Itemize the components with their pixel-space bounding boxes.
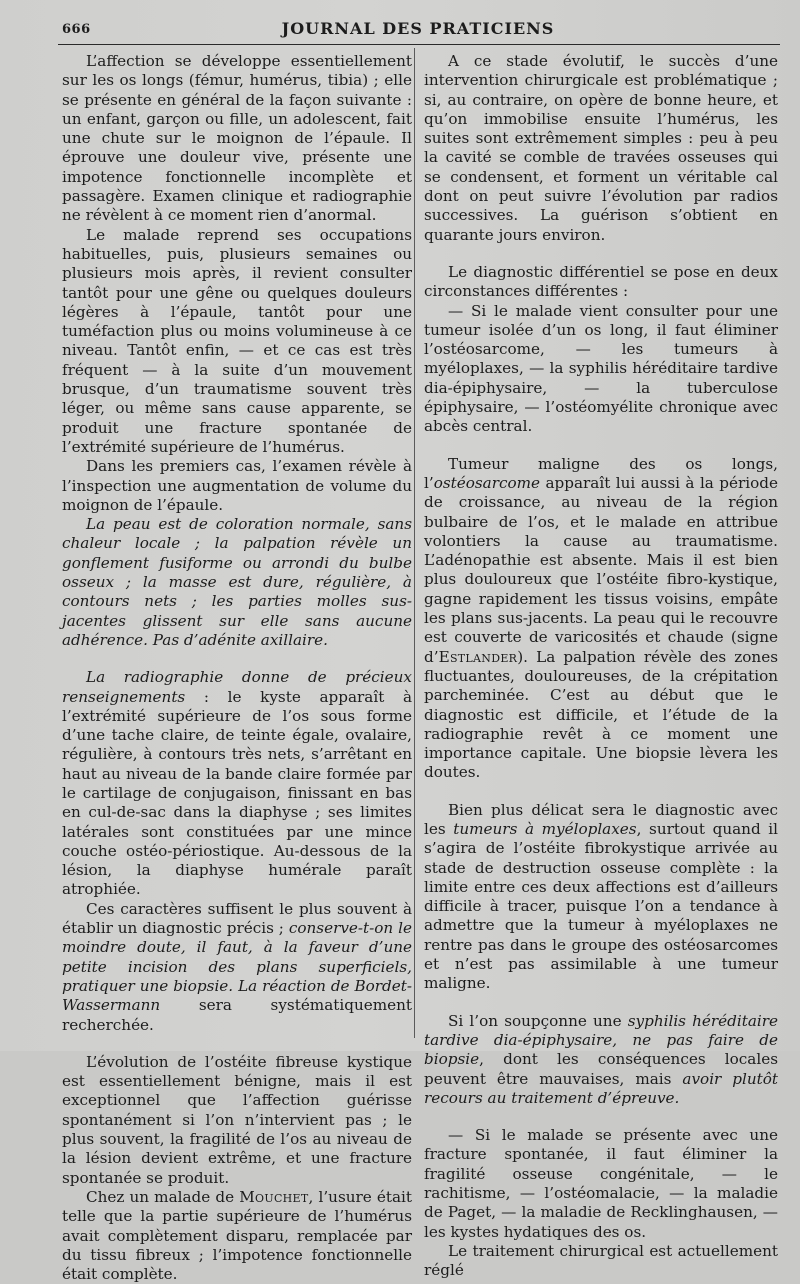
paragraph: Le malade reprend ses occupations habituelles, puis, plusieurs semaines ou plusieurs mois après, il revient consulter tantôt pour une gêne ou quelques douleurs légères à l’épaule, tantôt pour une tuméfaction plus ou moins volumineuse à ce niveau. Tantôt enfin, — et ce cas est très fréquent — à la suite d’un mouvement brusque, d’un traumatisme souvent très léger, ou même sans cause apparente, se produit une fracture spontanée de l’extrémité supérieure de l’humérus. [62, 225, 412, 456]
paragraph [62, 900, 412, 1035]
paragraph [424, 1012, 778, 1108]
author-name: Mouchet [239, 1187, 309, 1206]
paragraph [62, 1188, 412, 1284]
left-column [62, 52, 412, 1284]
italic-text: syphilis héréditaire tardive dia-épiphysaire, ne pas faire de biopsie [424, 1011, 779, 1069]
paragraph: Le diagnostic différentiel se pose en deux circonstances différentes : [424, 262, 778, 301]
text: Bien plus délicat sera le diagnostic avec les [424, 800, 778, 838]
paragraph: Le traitement chirurgical est actuellement réglé [424, 1241, 778, 1280]
paragraph: Dans les premiers cas, l’examen révèle à l’inspection une augmentation de volume du moignon de l’épaule. [62, 457, 412, 514]
author-name: Estlander [438, 647, 518, 666]
paragraph: A ce stade évolutif, le succès d’une intervention chirurgicale est problématique ; si, au contraire, on opère de bonne heure, et qu’on immobilise ensuite l’humérus, les suites sont extrêmement simples : peu à peu la cavité se comble de travées osseuses qui se condensent, et forment un véritable cal dont on peut suivre l’évolution par radios successives. La guérison s’obtient en quarante jours environ. [424, 52, 778, 244]
text: apparaît lui aussi à la période de croissance, au niveau de la région bulbaire de l’os, et le malade en attribue volontiers la cause au traumatisme. L’adénopathie est absente. Mais il est bien plus douloureux que l’ostéite fibro-kystique, gagne rapidement les tissus voisins, empâte les plans sus-jacents. La peau qui le recouvre est couverte de varicosités et chaude (signe d’ [424, 473, 778, 666]
text: : le kyste apparaît à l’extrémité supérieure de l’os sous forme d’une tache claire, de teinte égale, ovalaire, régulière, à contours très nets, s’arrêtant en haut au niveau de la bande claire formée par le cartilage de conjugaison, finissant en bas en cul-de-sac dans la diaphyse ; ses limites latérales sont constituées par une mince couche ostéo-périostique. Au-dessous de la lésion, la diaphyse humérale paraît atrophiée. [62, 687, 412, 899]
paragraph: L’évolution de l’ostéite fibreuse kystique est essentiellement bénigne, mais il est exceptionnel que l’affection guérisse spontanément si l’on n’intervient pas ; le plus souvent, la fragilité de l’os au niveau de la lésion devient extrême, et une fracture spontanée se produit. [62, 1052, 412, 1187]
text: , dont les conséquences locales peuvent être mauvaises, mais [424, 1050, 778, 1088]
italic-text: ostéosarcome [433, 473, 541, 492]
right-column [424, 52, 778, 1281]
paragraph: L’affection se développe essentiellement sur les os longs (fémur, humérus, tibia) ; elle se présente en général de la façon suivante : un enfant, garçon ou fille, un adolescent, fait une chute sur le moignon de l’épaule. Il éprouve une douleur vive, présente une impotence fonctionnelle incomplète et passagère. Examen clinique et radiographie ne révèlent à ce moment rien d’anormal. [62, 52, 412, 225]
paragraph [424, 801, 778, 994]
text: , l’usure était telle que la partie supérieure de l’humérus avait complètement disparu, remplacée par du tissu fibreux ; l’impotence fonctionnelle était complète. [62, 1187, 412, 1284]
text: , surtout quand il s’agira de l’ostéite fibrokystique arrivée au stade de destruction osseuse complète : la limite entre ces deux affections est d’ailleurs difficile à tracer, puisque l’on a tendance à admettre que la tumeur à myéloplaxes ne rentre pas dans le groupe des ostéosarcomes et n’est pas assimilable à une tumeur maligne. [424, 819, 778, 993]
header-rule [58, 44, 780, 45]
paragraph [424, 455, 778, 783]
text: Ces caractères suffisent le plus souvent à établir un diagnostic précis ; [62, 899, 412, 938]
column-divider [414, 48, 415, 1038]
text: Si l’on soupçonne une [448, 1011, 628, 1030]
page-header [58, 18, 778, 42]
italic-text: La radiographie donne de précieux renseignements [62, 668, 412, 706]
text: ). La palpation révèle des zones fluctuantes, douloureuses, de la crépitation parcheminée. C’est au début que le diagnostic est difficile, et l’étude de la radiographie revêt à ce moment une importance capitale. Une biopsie lèvera les doutes. [424, 647, 778, 782]
italic-text: avoir plutôt recours au traitement d’épreuve. [424, 1069, 778, 1107]
text: Tumeur maligne des os longs, l’ [424, 454, 778, 492]
paragraph [62, 668, 412, 900]
paragraph: — Si le malade vient consulter pour une tumeur isolée d’un os long, il faut éliminer l’ostéosarcome, — les tumeurs à myéloplaxes, — la syphilis héréditaire tardive dia-épiphysaire, — la tuberculose épiphysaire, — l’ostéomyélite chronique avec abcès central. [424, 301, 778, 436]
italic-text: conserve-t-on le moindre doute, il faut, à la faveur d’une petite incision des plans superficiels, pratiquer une biopsie. La réaction de Bordet-Wassermann [62, 919, 412, 1015]
journal-title: JOURNAL DES PRATICIENS [281, 19, 555, 38]
paragraph: — Si le malade se présente avec une fracture spontanée, il faut éliminer la fragilité osseuse congénitale, — le rachitisme, — l’ostéomalacie, — la maladie de Paget, — la maladie de Recklinghausen, — les kystes hydatiques des os. [424, 1126, 778, 1241]
page-number: 666 [62, 22, 91, 37]
paragraph-italic: La peau est de coloration normale, sans chaleur locale ; la palpation révèle un gonflement fusiforme ou arrondi du bulbe osseux ; la masse est dure, régulière, à contours nets ; les parties molles sus-jacentes glissent sur elle sans aucune adhérence. Pas d’adénite axillaire. [62, 515, 412, 649]
text: sera systématiquement recherchée. [62, 996, 412, 1034]
italic-text: tumeurs à myéloplaxes [453, 819, 637, 838]
text: Chez un malade de [86, 1187, 240, 1206]
